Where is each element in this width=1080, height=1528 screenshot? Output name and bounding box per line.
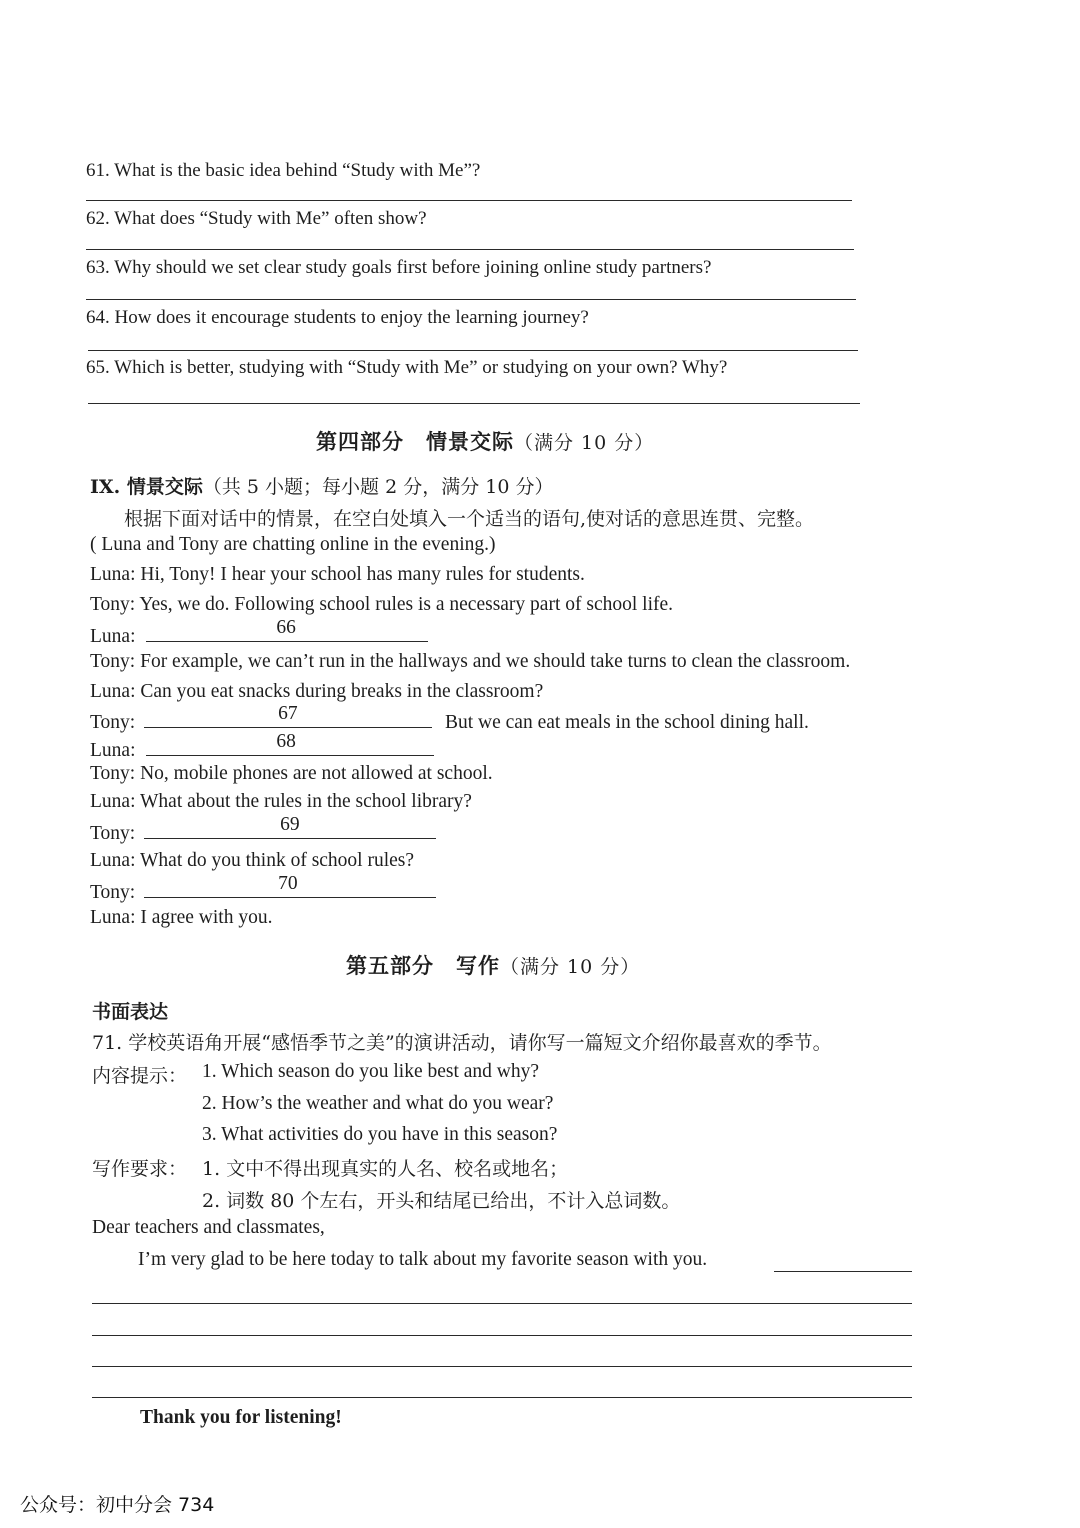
part4-heading [316,426,654,456]
blank-number: 69 [280,814,300,835]
blank-69[interactable] [144,814,436,839]
part4-title: 第四部分 情景交际 [316,429,514,454]
question-64: 64. How does it encourage students to enjoy the learning journey? [86,307,589,328]
writing-line[interactable] [92,1335,912,1336]
requirement-item: 1. 文中不得出现真实的人名、校名或地名； [202,1158,569,1180]
blank-70[interactable] [144,873,436,898]
part4-score: （满分 10 分） [514,432,655,454]
dialogue-line: Tony: No, mobile phones are not allowed at school. [90,763,493,784]
letter-opening: I’m very glad to be here today to talk about my favorite season with you. [138,1249,708,1270]
letter-salutation: Dear teachers and classmates, [92,1217,325,1238]
blank-number: 67 [278,703,298,724]
answer-line-62 [86,249,854,250]
blank-number: 68 [276,731,296,752]
footer-watermark: 公众号：初中分会 734 [20,1494,215,1516]
dialogue-line-70 [90,873,436,904]
part5-section: 书面表达 [92,1001,169,1023]
writing-line[interactable] [92,1366,912,1367]
answer-line-65 [88,403,860,404]
hint-item: 1. Which season do you like best and why? [202,1061,540,1082]
dialogue-tail: But we can eat meals in the school dining hall. [444,712,809,733]
dialogue-line: Luna: What do you think of school rules? [90,850,415,871]
answer-line-63 [86,299,856,300]
part5-heading [346,950,640,980]
speaker: Luna: [90,626,136,647]
dialogue-line: Tony: Yes, we do. Following school rules is a necessary part of school life. [90,594,674,615]
dialogue-line: Luna: Can you eat snacks during breaks in the classroom? [90,681,544,702]
blank-68[interactable] [146,731,434,756]
question-61: 61. What is the basic idea behind “Study with Me”? [86,160,481,181]
requirement-item: 2. 词数 80 个左右，开头和结尾已给出，不计入总词数。 [202,1190,681,1212]
writing-line[interactable] [92,1303,912,1304]
dialogue-line: Luna: I agree with you. [90,907,273,928]
hint-item: 3. What activities do you have in this season? [202,1124,558,1145]
dialogue-context: ( Luna and Tony are chatting online in the evening.) [90,534,496,555]
part4-section-detail: （共 5 小题；每小题 2 分，满分 10 分） [202,476,554,498]
part5-title: 第五部分 写作 [346,953,500,978]
writing-line[interactable] [92,1397,912,1398]
blank-67[interactable] [144,703,432,728]
dialogue-line-68 [90,731,434,762]
question-65: 65. Which is better, studying with “Study with Me” or studying on your own? Why? [86,357,728,378]
dialogue-line-67 [90,703,809,734]
speaker: Luna: [90,740,136,761]
blank-number: 70 [278,873,298,894]
part4-section [90,472,553,499]
answer-line-61 [86,200,852,201]
requirements-label: 写作要求： [92,1158,188,1180]
blank-66[interactable] [146,617,428,642]
part4-instruction: 根据下面对话中的情景，在空白处填入一个适当的语句,使对话的意思连贯、完整。 [124,508,815,530]
blank-number: 66 [276,617,296,638]
question-63: 63. Why should we set clear study goals first before joining online study partners? [86,257,712,278]
dialogue-line: Tony: For example, we can’t run in the hallways and we should take turns to clean the classroom. [90,651,851,672]
speaker: Tony: [90,823,136,844]
dialogue-line-69 [90,814,436,845]
writing-prompt: 71. 学校英语角开展“感悟季节之美”的演讲活动，请你写一篇短文介绍你最喜欢的季节。 [92,1032,832,1054]
dialogue-line-66 [90,617,428,648]
speaker: Tony: [90,882,136,903]
speaker: Tony: [90,712,136,733]
part4-section-title: IX. 情景交际 [90,476,203,498]
answer-line-64 [88,350,858,351]
letter-closing: Thank you for listening! [140,1407,342,1428]
hint-item: 2. How’s the weather and what do you wear? [202,1093,554,1114]
part5-score: （满分 10 分） [500,956,641,978]
writing-line[interactable] [774,1271,912,1272]
dialogue-line: Luna: What about the rules in the school library? [90,791,472,812]
hints-label: 内容提示： [92,1065,188,1087]
dialogue-line: Luna: Hi, Tony! I hear your school has many rules for students. [90,564,585,585]
question-62: 62. What does “Study with Me” often show? [86,208,427,229]
